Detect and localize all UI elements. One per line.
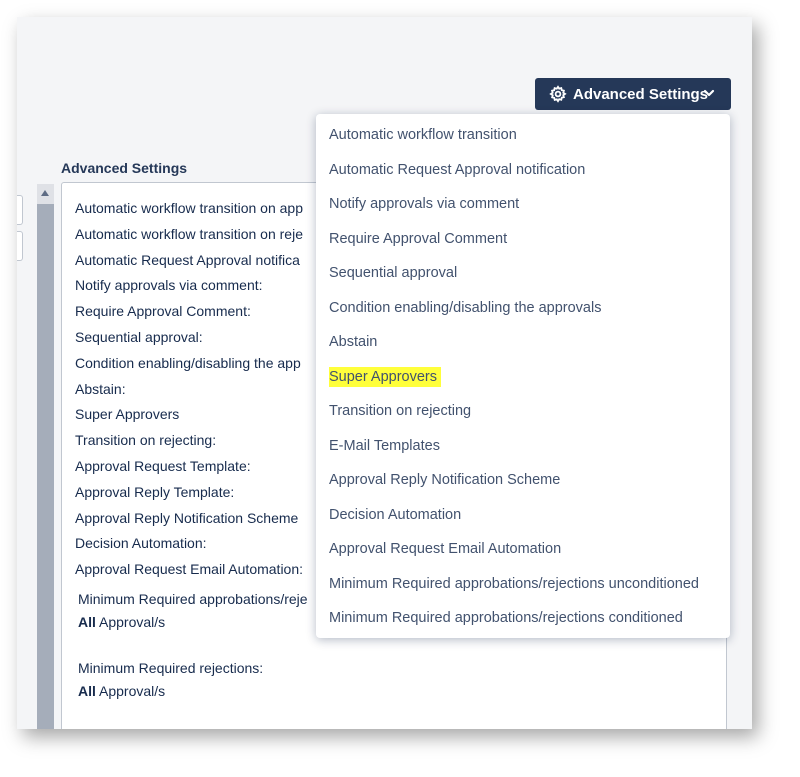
settings-list-item: Approval Reply Notification Scheme: [75, 509, 299, 526]
advanced-settings-button[interactable]: [535, 78, 731, 110]
min-rejections-value-bold: All: [78, 683, 96, 699]
dropdown-item[interactable]: Approval Reply Notification Scheme: [329, 472, 561, 488]
settings-list-item: Automatic workflow transition on reje: [75, 225, 303, 242]
dropdown-item[interactable]: Sequential approval: [329, 265, 458, 281]
dropdown-item[interactable]: Automatic Request Approval notification: [329, 161, 586, 178]
settings-list-item: Notify approvals via comment:: [75, 277, 263, 294]
gear-icon: [549, 85, 567, 103]
dropdown-item[interactable]: Minimum Required approbations/rejections conditioned: [329, 610, 683, 626]
settings-list-item: Transition on rejecting:: [75, 432, 217, 449]
advanced-settings-button-label: Advanced Settings: [573, 85, 709, 103]
dropdown-item[interactable]: Decision Automation: [329, 506, 462, 523]
settings-list-item: Sequential approval:: [75, 328, 203, 345]
settings-list-item: Approval Reply Template:: [75, 483, 235, 500]
settings-list-item: Approval Request Template:: [75, 457, 251, 474]
scroll-up-arrow-icon[interactable]: [41, 190, 49, 196]
min-rejections-value-rest: Approval/s: [95, 683, 166, 699]
dropdown-item[interactable]: E-Mail Templates: [329, 437, 440, 454]
highlight-marker: Super Approvers: [329, 367, 441, 387]
settings-list-item: Approval Request Email Automation:: [75, 561, 304, 578]
min-approvals-label: Minimum Required approbations/reje: [78, 591, 308, 607]
dropdown-item[interactable]: Condition enabling/disabling the approvals: [329, 299, 602, 316]
left-input-field[interactable]: [17, 231, 23, 261]
chevron-down-icon: [703, 87, 715, 99]
min-approvals-value-bold: All: [78, 614, 96, 630]
min-rejections-label: Minimum Required rejections:: [78, 660, 264, 676]
min-rejections-block: [78, 657, 263, 703]
dropdown-item[interactable]: Require Approval Comment: [329, 230, 508, 247]
section-title: Advanced Settings: [61, 160, 188, 176]
dropdown-item[interactable]: Notify approvals via comment: [329, 196, 520, 212]
min-approvals-value-rest: Approval/s: [95, 614, 166, 630]
advanced-settings-dropdown-menu: [316, 114, 730, 638]
left-input-field[interactable]: [17, 195, 23, 225]
vertical-scrollbar[interactable]: [37, 184, 54, 729]
dropdown-item[interactable]: Automatic workflow transition: [329, 127, 517, 143]
settings-list-item: Require Approval Comment:: [75, 303, 251, 320]
dropdown-item-super-approvers[interactable]: [316, 363, 730, 398]
settings-list-item: Super Approvers: [75, 406, 180, 423]
min-approvals-block: [78, 588, 308, 634]
left-input-group: [17, 195, 23, 267]
dropdown-item[interactable]: Minimum Required approbations/rejections unconditioned: [329, 575, 699, 592]
min-rejections-value: [78, 680, 263, 703]
dropdown-item[interactable]: Transition on rejecting: [329, 403, 472, 419]
min-approvals-value: [78, 611, 308, 634]
settings-list-item: Decision Automation:: [75, 535, 207, 552]
settings-list: [75, 197, 303, 584]
settings-list-item: Automatic workflow transition on app: [75, 200, 303, 216]
settings-list-item: Condition enabling/disabling the app: [75, 354, 301, 371]
dropdown-item[interactable]: Approval Request Email Automation: [329, 541, 562, 557]
scrollbar-thumb[interactable]: [37, 204, 54, 729]
dropdown-item[interactable]: Abstain: [329, 334, 378, 350]
settings-list-item: Abstain:: [75, 380, 126, 397]
settings-list-item: Automatic Request Approval notifica: [75, 251, 300, 268]
